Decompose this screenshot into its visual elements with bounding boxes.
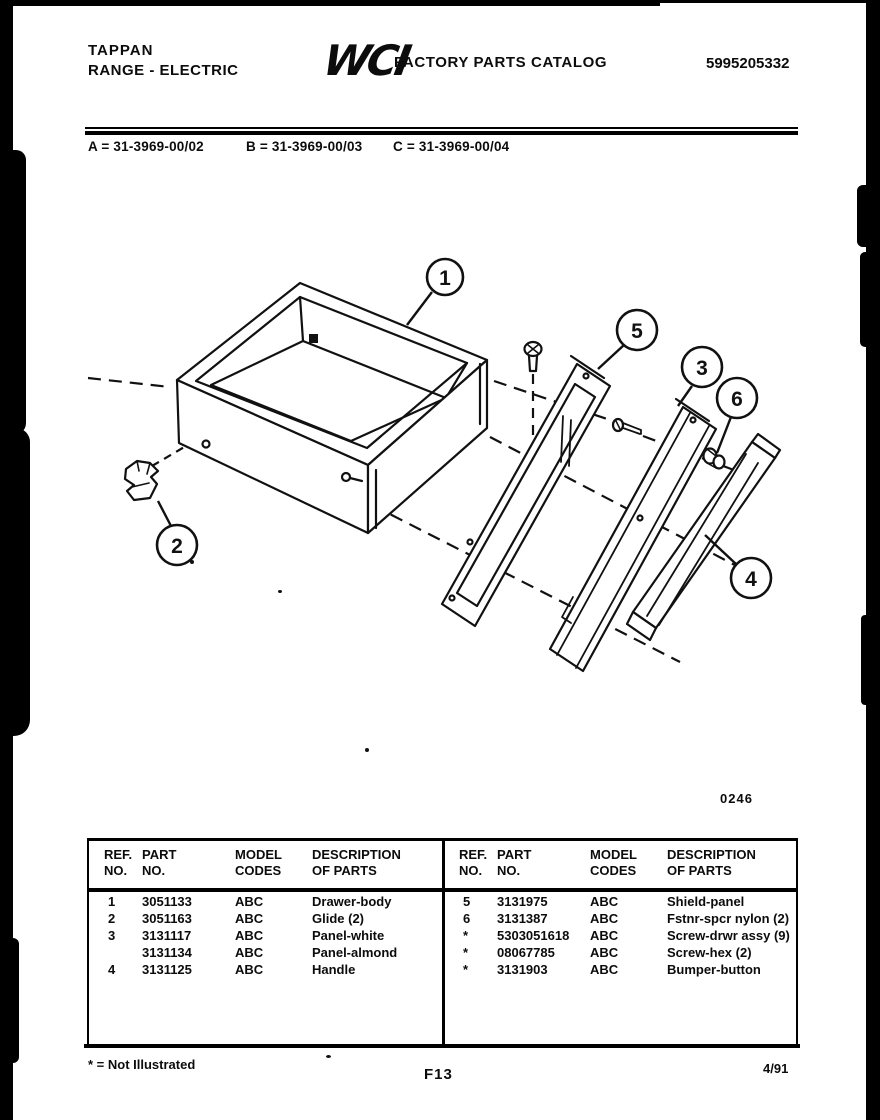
scan-border-top [660, 0, 866, 3]
table-row: 2 3051163 ABC Glide (2) [108, 911, 365, 926]
figure-number: 0246 [720, 791, 753, 806]
publication-number: 5995205332 [706, 55, 790, 72]
scan-border-top [0, 0, 660, 6]
table-row: 4 3131125 ABC Handle [108, 962, 356, 977]
table-header-right: REF. NO. PART NO. MODEL CODES DESCRIPTION OF PARTS [459, 847, 756, 878]
header-rule [85, 131, 798, 135]
exploded-view-diagram [60, 240, 800, 815]
scan-blotch [11, 150, 26, 435]
table-row: 3131134 ABC Panel-almond [142, 945, 398, 960]
col-header-part: PART [497, 847, 532, 862]
callout-number-1: 1 [439, 267, 451, 290]
fastener-spacer-part [704, 449, 725, 469]
page-code: F13 [424, 1066, 453, 1083]
col-header-part: PART [142, 847, 177, 862]
model-code-a: A = 31-3969-00/02 [88, 139, 204, 154]
col-header-desc: DESCRIPTION [667, 847, 756, 862]
table-row: 3 3131117 ABC Panel-white [108, 928, 385, 943]
catalog-title: FACTORY PARTS CATALOG [394, 54, 608, 71]
brand-name: TAPPAN [88, 42, 154, 59]
table-row: 1 3051133 ABC Drawer-body [108, 894, 392, 909]
model-code-c: C = 31-3969-00/04 [393, 139, 510, 154]
col-header-codes: MODEL [235, 847, 282, 862]
glide-part [125, 461, 158, 500]
scan-blotch [11, 938, 19, 1063]
table-header-left: REF. NO. PART NO. MODEL CODES DESCRIPTION OF PARTS [104, 847, 401, 878]
callout-number-2: 2 [171, 535, 183, 558]
callout-number-3: 3 [696, 357, 708, 380]
scan-blotch [861, 615, 868, 705]
appliance-type: RANGE - ELECTRIC [88, 62, 239, 79]
table-row: * 08067785 ABC Screw-hex (2) [463, 945, 752, 960]
screw-icon [525, 342, 542, 371]
table-row: * 3131903 ABC Bumper-button [463, 962, 761, 977]
table-row: * 5303051618 ABC Screw-drwr assy (9) [463, 928, 790, 943]
not-illustrated-note: * = Not Illustrated [88, 1057, 196, 1072]
header-rule [85, 127, 798, 129]
model-code-b: B = 31-3969-00/03 [246, 139, 363, 154]
callout-number-4: 4 [745, 568, 757, 591]
col-header-ref: REF. [104, 847, 133, 862]
table-row: 5 3131975 ABC Shield-panel [463, 894, 745, 909]
col-header-ref: REF. [459, 847, 488, 862]
scan-blotch [857, 185, 868, 247]
revision-date: 4/91 [763, 1061, 789, 1076]
screw-hex-icon [613, 419, 641, 434]
col-header-desc: DESCRIPTION [312, 847, 401, 862]
callout-number-6: 6 [731, 388, 743, 411]
col-header-codes: MODEL [590, 847, 637, 862]
drawer-body-part [177, 283, 487, 533]
table-border-bottom [84, 1044, 800, 1048]
table-row: 6 3131387 ABC Fstnr-spcr nylon (2) [463, 911, 790, 926]
scan-speck [326, 1055, 331, 1058]
scan-blotch [860, 252, 869, 347]
scan-border-right [866, 0, 880, 1120]
callout-number-5: 5 [631, 320, 643, 343]
scan-blotch [11, 428, 30, 736]
wci-logo: WCI [319, 36, 413, 85]
